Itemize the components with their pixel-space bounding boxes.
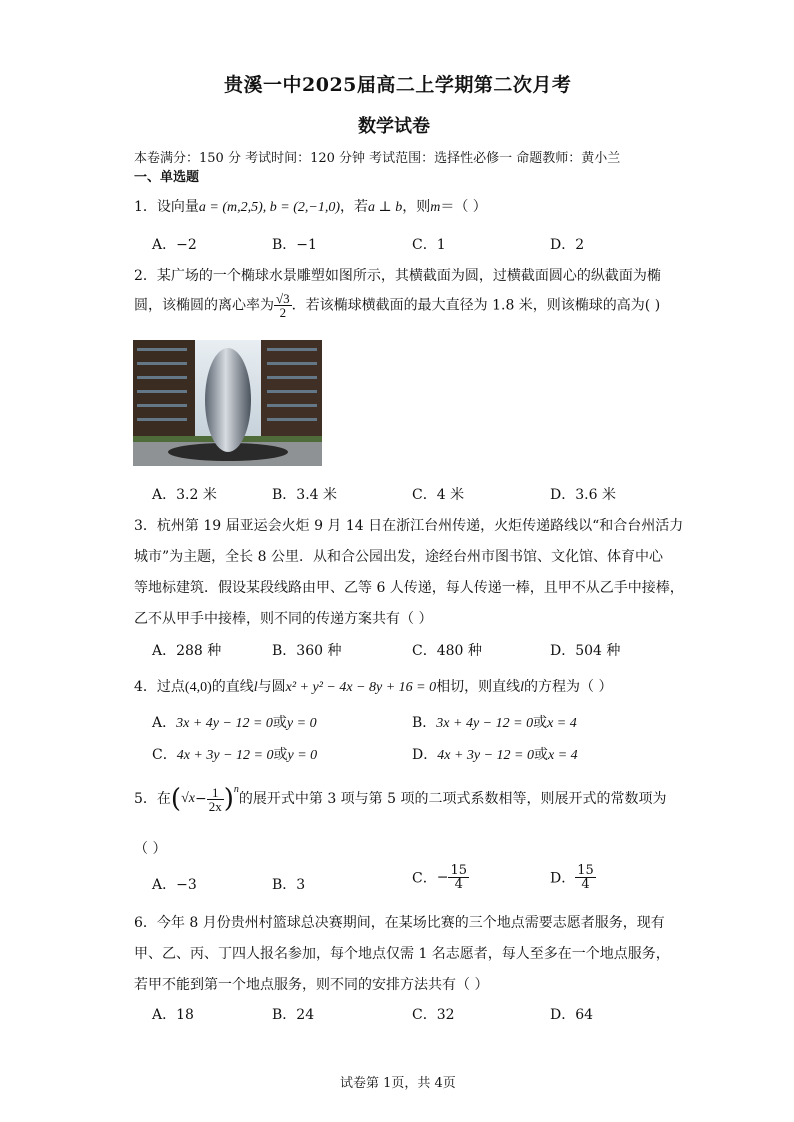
page-footer: 试卷第 1页，共 4页 — [340, 1076, 456, 1091]
opt-label: A． — [152, 715, 177, 731]
q1-vectors: a = (m,2,5), b = (2,−1,0) — [198, 200, 341, 215]
q4-e: 的方程为（ ） — [524, 679, 613, 695]
question-6-line2: 甲、乙、丙、丁四人报名参加，每个地点仅需 1 名志愿者，每人至多在一个地点服务， — [134, 946, 670, 962]
q3-option-d[interactable]: D．504 种 — [550, 643, 621, 659]
exam-title: 贵溪一中2025届高二上学期第二次月考 — [224, 74, 572, 96]
q5-a: 5．在 — [134, 791, 171, 807]
q5-sqrt: √x — [181, 791, 195, 806]
q4-option-a[interactable] — [152, 712, 317, 732]
q5-option-d[interactable] — [550, 864, 596, 891]
opt-label: A． — [152, 877, 177, 893]
ellipsoid-sculpture-photo — [133, 340, 322, 466]
q4-c: 与圆 — [257, 679, 286, 695]
q2-option-b[interactable]: B．3.4 米 — [272, 487, 338, 503]
opt-or: 或 — [272, 715, 287, 731]
opt-label: B． — [412, 715, 437, 731]
q1-condition: a ⊥ b — [368, 200, 403, 215]
q1-var: m — [430, 200, 441, 215]
opt-alt: x = 4 — [548, 748, 578, 763]
q6-option-c[interactable]: C．32 — [412, 1007, 455, 1023]
frac-den: 2 — [279, 305, 287, 320]
q3-option-a[interactable]: A．288 种 — [152, 643, 222, 659]
opt-label: D． — [550, 870, 576, 887]
frac-den: 4 — [454, 877, 463, 892]
q1-mid: ，若 — [340, 199, 369, 215]
q2-option-d[interactable]: D．3.6 米 — [550, 487, 616, 503]
opt-alt: y = 0 — [286, 716, 317, 731]
q4-b: 的直线 — [211, 679, 254, 695]
opt-or: 或 — [534, 747, 549, 763]
question-6-line1: 6．今年 8 月份贵州村篮球总决赛期间，在某场比赛的三个地点需要志愿者服务，现有 — [134, 915, 665, 931]
q4-line-l2: l — [520, 680, 525, 695]
question-3-line3: 等地标建筑．假设某段线路由甲、乙等 6 人传递，每人传递一棒，且甲不从乙手中接棒， — [134, 580, 684, 596]
q1-option-b[interactable]: B．−1 — [272, 237, 317, 253]
q4-a: 4．过点 — [134, 679, 185, 695]
q6-option-b[interactable]: B．24 — [272, 1007, 315, 1023]
frac-num: √3 — [276, 291, 290, 306]
opt-label: C． — [412, 870, 437, 887]
frac-num: 1 — [207, 786, 224, 800]
opt-eq: 4x + 3y − 12 = 0 — [176, 748, 274, 763]
q2-option-a[interactable]: A．3.2 米 — [152, 487, 217, 503]
q1-option-c[interactable]: C．1 — [412, 237, 446, 253]
question-4-stem — [134, 676, 612, 696]
q4-point: (4,0) — [184, 680, 212, 695]
opt-eq: 3x + 4y − 12 = 0 — [436, 716, 534, 731]
q5-option-a[interactable] — [152, 874, 197, 894]
opt-label: B． — [272, 877, 297, 893]
q3-option-c[interactable]: C．480 种 — [412, 643, 482, 659]
opt-alt: x = 4 — [547, 716, 577, 731]
question-2-line2 — [134, 292, 660, 319]
eccentricity-fraction — [274, 292, 292, 319]
left-paren: ( — [170, 784, 182, 814]
q2-option-c[interactable]: C．4 米 — [412, 487, 465, 503]
q3-option-b[interactable]: B．360 种 — [272, 643, 342, 659]
opt-text: −3 — [176, 877, 197, 893]
opt-fraction — [448, 864, 469, 891]
q4-d: 相切，则直线 — [436, 679, 521, 695]
q5-paren: （ ） — [134, 841, 167, 857]
q5-expression — [171, 784, 239, 814]
frac-den: 2x — [208, 798, 222, 814]
question-3-line2: 城市”为主题，全长 8 公里．从和合公园出发，途经台州市图书馆、文化馆、体育中心 — [134, 549, 663, 565]
question-2-line1: 2．某广场的一个椭球水景雕塑如图所示，其横截面为圆，过横截面圆心的纵截面为椭 — [134, 268, 661, 284]
q4-option-c[interactable] — [152, 744, 317, 764]
frac-num: 15 — [450, 863, 467, 878]
q1-option-d[interactable]: D．2 — [550, 237, 585, 253]
opt-eq: 4x + 3y − 12 = 0 — [437, 748, 535, 763]
frac-den: 4 — [581, 877, 590, 892]
opt-or: 或 — [273, 747, 288, 763]
section-heading: 一、单选题 — [134, 170, 200, 185]
q4-option-b[interactable] — [412, 712, 577, 732]
opt-label: C． — [152, 747, 177, 763]
q5-fraction — [207, 786, 224, 813]
question-5-stem — [134, 784, 667, 814]
q4-line-l: l — [253, 680, 258, 695]
opt-label: D． — [412, 747, 438, 763]
q5-power: n — [233, 784, 239, 795]
q5-option-c[interactable] — [412, 864, 469, 891]
q2-line2-prefix: 圆，该椭圆的离心率为 — [134, 297, 274, 314]
q1-option-a[interactable]: A．−2 — [152, 237, 197, 253]
q4-circle-eq: x² + y² − 4x − 8y + 16 = 0 — [285, 680, 437, 695]
opt-alt: y = 0 — [287, 748, 318, 763]
q5-option-b[interactable] — [272, 874, 305, 894]
q1-tail: ，则 — [402, 199, 431, 215]
q2-line2-suffix: ．若该椭球横截面的最大直径为 1.8 米，则该椭球的高为( ) — [291, 297, 661, 314]
q5-minus: − — [194, 791, 207, 807]
opt-fraction — [575, 864, 596, 891]
opt-sign: − — [436, 869, 449, 886]
opt-eq: 3x + 4y − 12 = 0 — [176, 716, 273, 731]
q5-b: 的展开式中第 3 项与第 5 项的二项式系数相等，则展开式的常数项为 — [238, 791, 667, 807]
frac-num: 15 — [577, 863, 594, 878]
opt-or: 或 — [533, 715, 548, 731]
q4-option-d[interactable] — [412, 744, 578, 764]
opt-text: 3 — [296, 877, 306, 893]
exam-info: 本卷满分：150 分 考试时间：120 分钟 考试范围：选择性必修一 命题教师：黄小兰 — [134, 151, 621, 166]
question-1-stem — [134, 196, 487, 216]
right-paren: ) — [223, 784, 234, 814]
question-6-line3: 若甲不能到第一个地点服务，则不同的安排方法共有（ ） — [134, 977, 489, 993]
q1-end: ＝（ ） — [440, 199, 487, 215]
q6-option-a[interactable]: A．18 — [152, 1007, 194, 1023]
q1-prefix: 1．设向量 — [134, 199, 199, 215]
question-3-line4: 乙不从甲手中接棒，则不同的传递方案共有（ ） — [134, 611, 433, 627]
q6-option-d[interactable]: D．64 — [550, 1007, 594, 1023]
question-3-line1: 3．杭州第 19 届亚运会火炬 9 月 14 日在浙江台州传递，火炬传递路线以“和合台州活力 — [134, 518, 684, 534]
exam-subtitle: 数学试卷 — [358, 116, 430, 137]
